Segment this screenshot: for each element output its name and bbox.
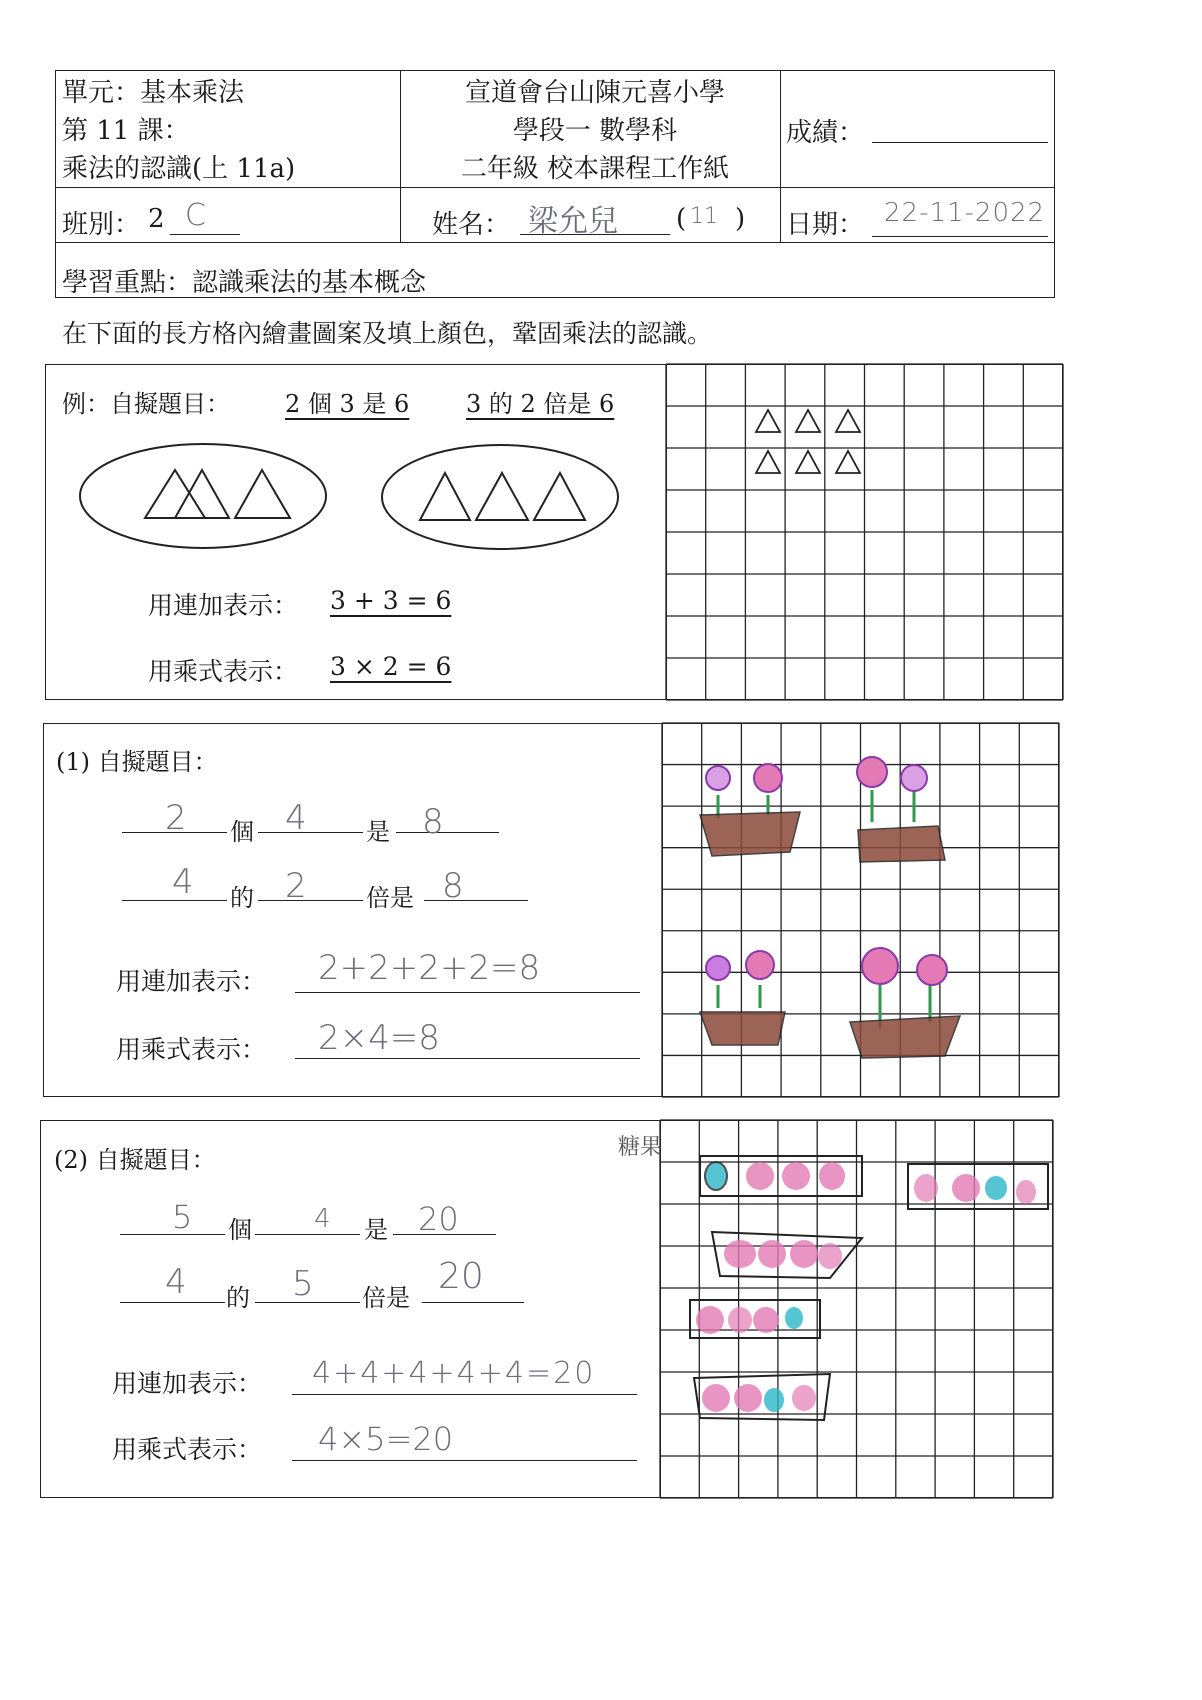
q1-add-label: 用連加表示：: [116, 967, 267, 996]
q2-beishi: 倍是: [362, 1284, 410, 1312]
example-prompt: 例：自擬題目：: [62, 390, 230, 418]
q1-a1: 2: [165, 798, 187, 838]
q1-b2: 2: [285, 866, 307, 906]
unit-label: 單元：基本乘法: [62, 78, 245, 108]
candy-box-2: [908, 1164, 1048, 1209]
stage-subject: 學段一 數學科: [512, 116, 678, 146]
q2-add-label: 用連加表示：: [112, 1369, 263, 1398]
learning-focus: 學習重點：認識乘法的基本概念: [62, 268, 427, 298]
q2-mul-value: 4×5=20: [318, 1420, 454, 1458]
q2-b2: 5: [292, 1264, 314, 1304]
q2-a1: 5: [172, 1198, 193, 1236]
candy-note: 糖果: [618, 1135, 663, 1160]
q1-add-value: 2+2+2+2=8: [318, 948, 541, 988]
q2-add-value: 4+4+4+4+4=20: [312, 1356, 596, 1391]
lesson-label: 第 11 課：: [62, 116, 190, 146]
name-label: 姓名：: [432, 210, 511, 240]
q2-b1: 4: [165, 1262, 187, 1302]
class-prefix: 2: [148, 204, 165, 234]
example-add-value: 3 + 3 = 6: [330, 586, 452, 615]
candy-box-3: [712, 1232, 862, 1278]
q1-b3: 8: [442, 866, 464, 906]
q1-a3: 8: [422, 802, 444, 842]
q1-shi: 是: [366, 818, 390, 846]
q2-a2: 4: [314, 1204, 331, 1234]
student-no: 11: [690, 204, 718, 229]
q1-mul-value: 2×4=8: [318, 1018, 440, 1058]
example-add-label: 用連加表示：: [148, 591, 299, 620]
example-mul-label: 用乘式表示：: [148, 657, 299, 686]
class-value: C: [185, 198, 206, 233]
class-label: 班別：: [62, 210, 141, 240]
q1-ge: 個: [230, 818, 254, 846]
example-statement-a: 2 個 3 是 6: [285, 390, 410, 418]
q2-a3: 20: [418, 1200, 459, 1238]
q1-prompt: (1) 自擬題目：: [56, 748, 218, 776]
school-name: 宣道會台山陳元喜小學: [464, 78, 725, 108]
date-label: 日期：: [786, 210, 865, 240]
candy-box-1: [700, 1156, 862, 1196]
example-mul-value: 3 × 2 = 6: [330, 652, 452, 681]
q1-b1: 4: [172, 862, 194, 902]
student-no-open: (: [676, 204, 687, 234]
q2-prompt: (2) 自擬題目：: [54, 1146, 216, 1174]
candy-box-5: [694, 1374, 830, 1420]
q2-mul-label: 用乘式表示：: [112, 1435, 263, 1464]
student-no-close: ): [735, 204, 746, 234]
instruction-text: 在下面的長方格內繪畫圖案及填上顏色，鞏固乘法的認識。: [62, 319, 713, 348]
date-value: 22-11-2022: [884, 198, 1046, 228]
q1-a2: 4: [285, 798, 307, 838]
q1-de: 的: [230, 884, 254, 912]
grade-course: 二年級 校本課程工作紙: [460, 154, 730, 184]
lesson-title: 乘法的認識(上 11a): [62, 154, 296, 184]
q2-de: 的: [226, 1284, 250, 1312]
q2-shi: 是: [364, 1216, 388, 1244]
score-label: 成績：: [786, 118, 865, 148]
example-statement-b: 3 的 2 倍是 6: [466, 390, 615, 418]
q1-beishi: 倍是: [366, 884, 414, 912]
name-value: 梁允兒: [528, 204, 618, 239]
q2-b3: 20: [438, 1256, 484, 1297]
candy-box-4: [690, 1300, 820, 1338]
q2-ge: 個: [228, 1216, 252, 1244]
q1-mul-label: 用乘式表示：: [116, 1035, 267, 1064]
